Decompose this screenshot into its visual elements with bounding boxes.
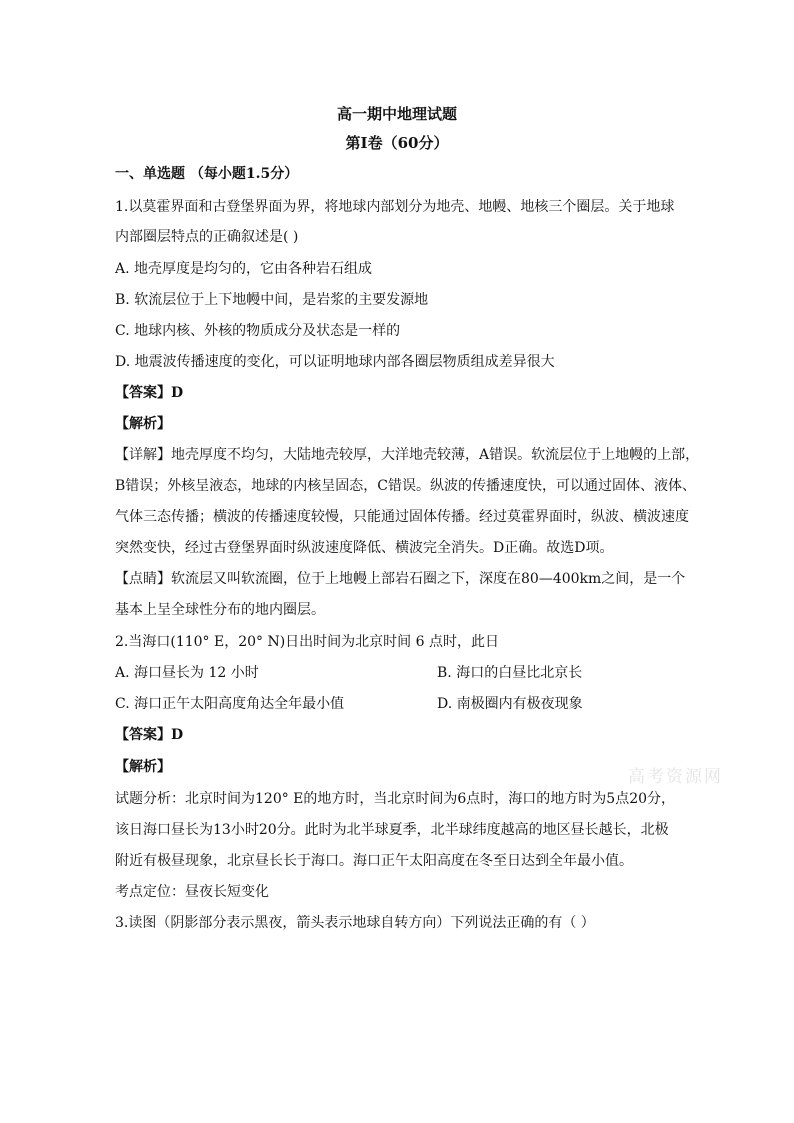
q1-detail-line1: 【详解】地壳厚度不均匀，大陆地壳较厚，大洋地壳较薄，A错误。软流层位于上地幔的上部， bbox=[115, 447, 700, 463]
q1-answer: 【答案】D bbox=[115, 385, 184, 401]
q3-stem: 3.读图（阴影部分表示黑夜，箭头表示地球自转方向）下列说法正确的有（ ） bbox=[115, 915, 595, 931]
q2-analysis-line2: 该日海口昼长为13小时20分。此时为北半球夏季，北半球纬度越高的地区昼长越长，北极 bbox=[115, 822, 669, 838]
q1-tip-line2: 基本上呈全球性分布的地内圈层。 bbox=[115, 602, 325, 618]
q2-analysis-label: 【解析】 bbox=[115, 759, 171, 775]
q1-analysis-label: 【解析】 bbox=[115, 416, 171, 432]
q1-option-c: C. 地球内核、外核的物质成分及状态是一样的 bbox=[115, 323, 401, 339]
volume-heading: 第Ⅰ卷（60分） bbox=[345, 134, 449, 152]
q1-stem-line2: 内部圈层特点的正确叙述是( ) bbox=[115, 229, 299, 245]
q2-analysis-line3: 附近有极昼现象，北京昼长长于海口。海口正午太阳高度在冬至日达到全年最小值。 bbox=[115, 853, 633, 869]
q2-option-c: C. 海口正午太阳高度角达全年最小值 bbox=[115, 696, 345, 712]
q1-stem-line1: 1.以莫霍界面和古登堡界面为界，将地球内部划分为地壳、地幔、地核三个圈层。关于地球 bbox=[115, 199, 675, 215]
q2-option-b: B. 海口的白昼比北京长 bbox=[437, 665, 583, 681]
q1-detail-line4: 突然变快，经过古登堡界面时纵波速度降低、横波完全消失。D正确。故选D项。 bbox=[115, 540, 614, 556]
page-title: 高一期中地理试题 bbox=[336, 105, 457, 123]
q2-stem: 2.当海口(110° E，20° N)日出时间为北京时间 6 点时，此日 bbox=[115, 634, 499, 650]
section-heading: 一、单选题 （每小题1.5分） bbox=[115, 166, 299, 182]
q1-tip-line1: 【点睛】软流层又叫软流圈，位于上地幔上部岩石圈之下，深度在80—400km之间，是一个 bbox=[115, 571, 686, 587]
q1-detail-line2: B错误；外核呈液态，地球的内核呈固态，C错误。纵波的传播速度快，可以通过固体、液体、 bbox=[115, 478, 696, 494]
q1-detail-line3: 气体三态传播；横波的传播速度较慢，只能通过固体传播。经过莫霍界面时，纵波、横波速度 bbox=[115, 509, 689, 525]
q2-option-d: D. 南极圈内有极夜现象 bbox=[437, 696, 583, 712]
q1-option-b: B. 软流层位于上下地幔中间，是岩浆的主要发源地 bbox=[115, 292, 429, 308]
q2-option-a: A. 海口昼长为 12 小时 bbox=[115, 665, 259, 681]
q2-point: 考点定位：昼夜长短变化 bbox=[115, 884, 269, 900]
watermark: 高考资源网 bbox=[628, 767, 723, 787]
q2-answer: 【答案】D bbox=[115, 727, 184, 743]
q1-option-a: A. 地壳厚度是均匀的，它由各种岩石组成 bbox=[115, 261, 373, 277]
q1-option-d: D. 地震波传播速度的变化，可以证明地球内部各圈层物质组成差异很大 bbox=[115, 354, 555, 370]
q2-analysis-line1: 试题分析：北京时间为120° E的地方时，当北京时间为6点时，海口的地方时为5点20分， bbox=[115, 791, 676, 807]
